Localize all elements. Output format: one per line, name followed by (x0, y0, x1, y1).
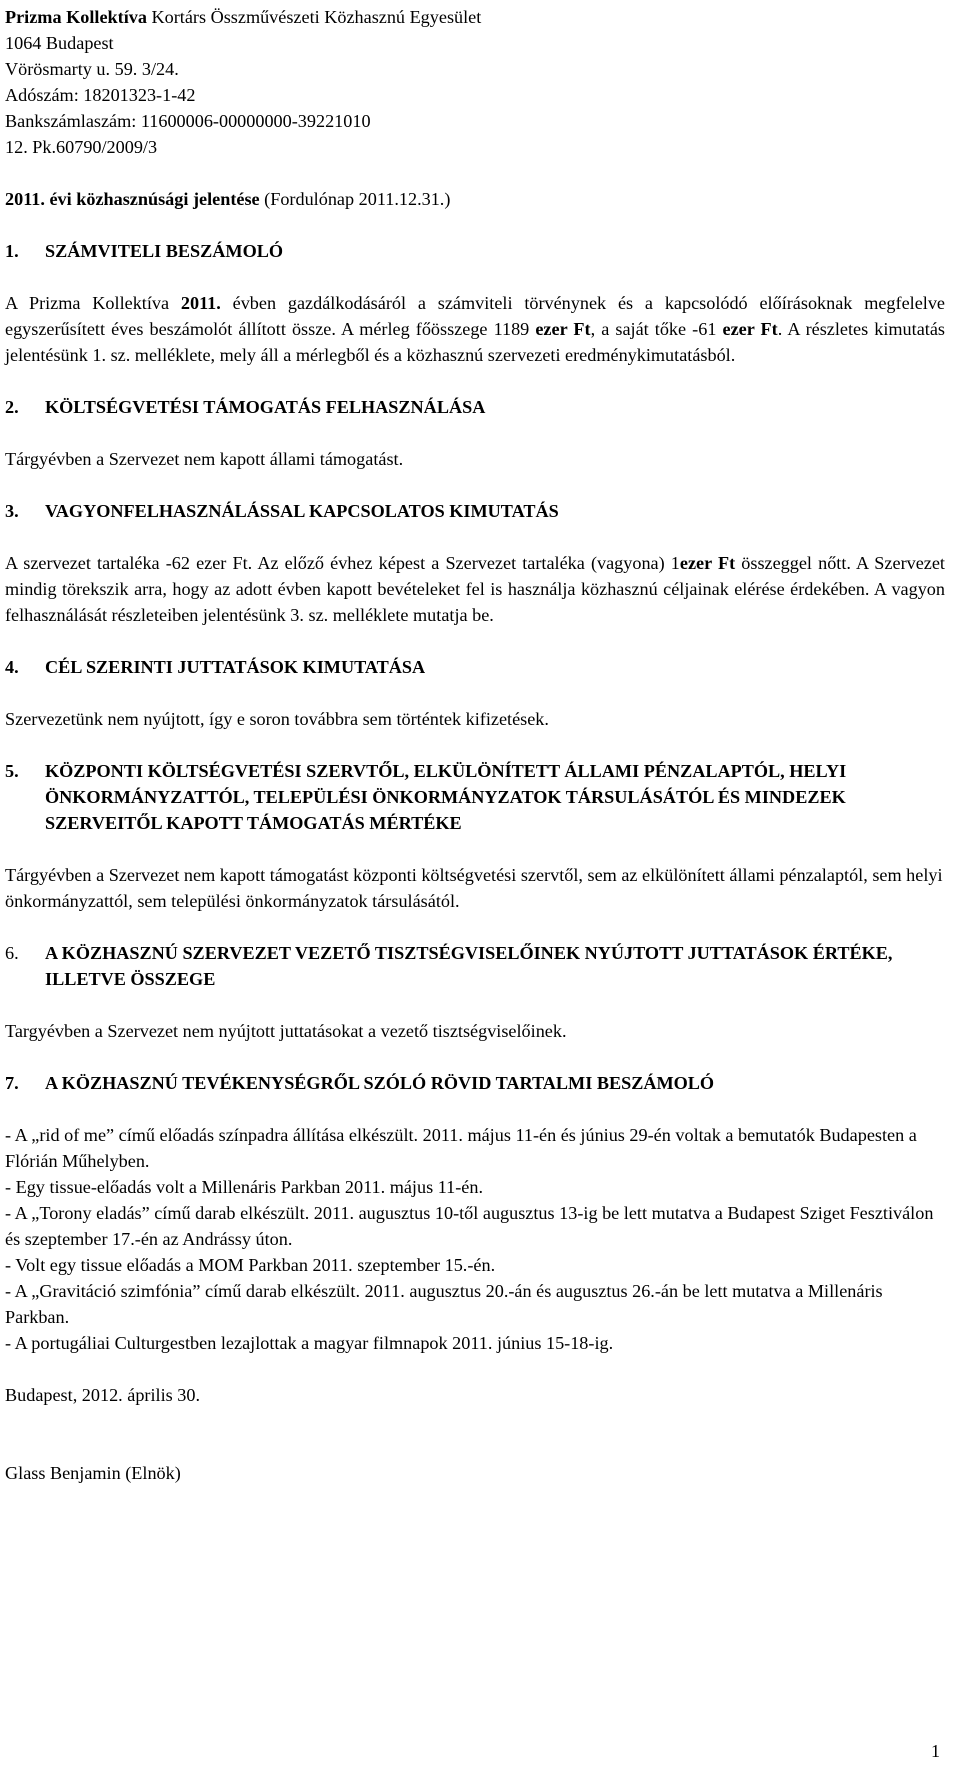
section-6-number: 6. (5, 943, 19, 963)
section-2-heading (5, 394, 945, 420)
section-7-number: 7. (5, 1073, 19, 1093)
section-1-heading (5, 238, 945, 264)
s3-text-2: összeggel nőtt. A Szervezet mindig törekszik arra, hogy az adott évben kapott bevételeket fel is használja közhasznú céljainak elérése érdekében. A vagyon felhasználását részleteiben jelentésünk 3. sz. melléklete mutatja be. (5, 553, 945, 625)
section-2-body: Tárgyévben a Szervezet nem kapott állami támogatást. (5, 449, 404, 469)
section-6-body: Targyévben a Szervezet nem nyújtott juttatásokat a vezető tisztségviselőinek. (5, 1021, 567, 1041)
section-1-title: SZÁMVITELI BESZÁMOLÓ (45, 241, 284, 261)
list-item: - Egy tissue-előadás volt a Millenáris Parkban 2011. május 11-én. (5, 1177, 483, 1197)
s1-text-4: . A részletes kimutatás jelentésünk 1. sz. melléklete, mely áll a mérlegből és a közhasznú szervezeti eredménykimutatásból. (5, 319, 945, 365)
section-5-number: 5. (5, 761, 19, 781)
org-header (5, 4, 945, 160)
section-4-number: 4. (5, 657, 19, 677)
list-item: - A „rid of me” című előadás színpadra állítása elkészült. 2011. május 11-én és június 29-én voltak a bemutatók Budapesten a Flórián Műhelyben. (5, 1125, 917, 1171)
address-line2: Vörösmarty u. 59. 3/24. (5, 59, 179, 79)
section-7-title: A KÖZHASZNÚ TEVÉKENYSÉGRŐL SZÓLÓ RÖVID TARTALMI BESZÁMOLÓ (45, 1073, 715, 1093)
section-3-title: VAGYONFELHASZNÁLÁSSAL KAPCSOLATOS KIMUTATÁS (45, 501, 559, 521)
page-number: 1 (931, 1741, 940, 1761)
section-6-title: A KÖZHASZNÚ SZERVEZET VEZETŐ TISZTSÉGVISELŐINEK NYÚJTOTT JUTTATÁSOK ÉRTÉKE, ILLETVE ÖSSZEGE (45, 943, 893, 989)
activity-list (5, 1122, 945, 1356)
section-6-heading (5, 940, 945, 992)
section-1-body (5, 290, 945, 368)
s1-text-3: , a saját tőke -61 (590, 319, 723, 339)
list-item: - Volt egy tissue előadás a MOM Parkban 2011. szeptember 15.-én. (5, 1255, 496, 1275)
s3-unit: ezer Ft (679, 553, 736, 573)
report-title-rest: (Fordulónap 2011.12.31.) (259, 189, 451, 209)
org-name-bold: Prizma Kollektíva (5, 7, 147, 27)
org-name (5, 4, 945, 30)
section-5-title: KÖZPONTI KÖLTSÉGVETÉSI SZERVTŐL, ELKÜLÖNÍTETT ÁLLAMI PÉNZALAPTÓL, HELYI ÖNKORMÁNYZATTÓL, TELEPÜLÉSI ÖNKORMÁNYZATOK TÁRSULÁSÁTÓL ÉS MINDEZEK SZERVEITŐL KAPOTT TÁMOGATÁS MÉRTÉKE (45, 761, 847, 833)
s1-unit-2: ezer Ft (722, 319, 778, 339)
document-page (5, 4, 945, 1486)
section-1-number: 1. (5, 241, 19, 261)
tax-number: Adószám: 18201323-1-42 (5, 85, 196, 105)
report-title (5, 186, 945, 212)
s1-unit-1: ezer Ft (535, 319, 591, 339)
section-5-heading (5, 758, 945, 836)
list-item: - A „Torony eladás” című darab elkészült. 2011. augusztus 10-től augusztus 13-ig be lett mutatva a Budapest Sziget Fesztiválon és szeptember 17.-én az Andrássy úton. (5, 1203, 934, 1249)
s1-text-1: A Prizma Kollektíva (5, 293, 181, 313)
address-line1: 1064 Budapest (5, 33, 114, 53)
s3-text-1: A szervezet tartaléka -62 ezer Ft. Az előző évhez képest a Szervezet tartaléka (vagyona) 1 (5, 553, 680, 573)
section-3-number: 3. (5, 501, 19, 521)
bank-account: Bankszámlaszám: 11600006-00000000-39221010 (5, 111, 371, 131)
registry-number: 12. Pk.60790/2009/3 (5, 137, 158, 157)
section-7-heading (5, 1070, 945, 1096)
report-title-bold: 2011. évi közhasznúsági jelentése (5, 189, 260, 209)
list-item: - A portugáliai Culturgestben lezajlottak a magyar filmnapok 2011. június 15-18-ig. (5, 1333, 614, 1353)
section-3-heading (5, 498, 945, 524)
section-5-body: Tárgyévben a Szervezet nem kapott támogatást központi költségvetési szervtől, sem az elkülönített állami pénzalaptól, sem helyi önkormányzattól, sem települési önkormányzatok társulásától. (5, 865, 943, 911)
s1-text-2: évben gazdálkodásáról a számviteli törvénynek és a kapcsolódó előírásoknak megfelelve egyszerűsített éves beszámolót állított össze. A mérleg főösszege 1189 (5, 293, 946, 339)
section-3-body (5, 550, 945, 628)
section-2-title: KÖLTSÉGVETÉSI TÁMOGATÁS FELHASZNÁLÁSA (45, 397, 486, 417)
list-item: - A „Gravitáció szimfónia” című darab elkészült. 2011. augusztus 20.-án és augusztus 26.-án be lett mutatva a Millenáris Parkban. (5, 1281, 883, 1327)
section-4-heading (5, 654, 945, 680)
section-2-number: 2. (5, 397, 19, 417)
section-4-title: CÉL SZERINTI JUTTATÁSOK KIMUTATÁSA (45, 657, 426, 677)
closing-date: Budapest, 2012. április 30. (5, 1385, 200, 1405)
s1-year: 2011. (180, 293, 221, 313)
signature: Glass Benjamin (Elnök) (5, 1463, 181, 1483)
org-name-rest: Kortárs Összművészeti Közhasznú Egyesület (146, 7, 482, 27)
section-4-body: Szervezetünk nem nyújtott, így e soron továbbra sem történtek kifizetések. (5, 709, 549, 729)
